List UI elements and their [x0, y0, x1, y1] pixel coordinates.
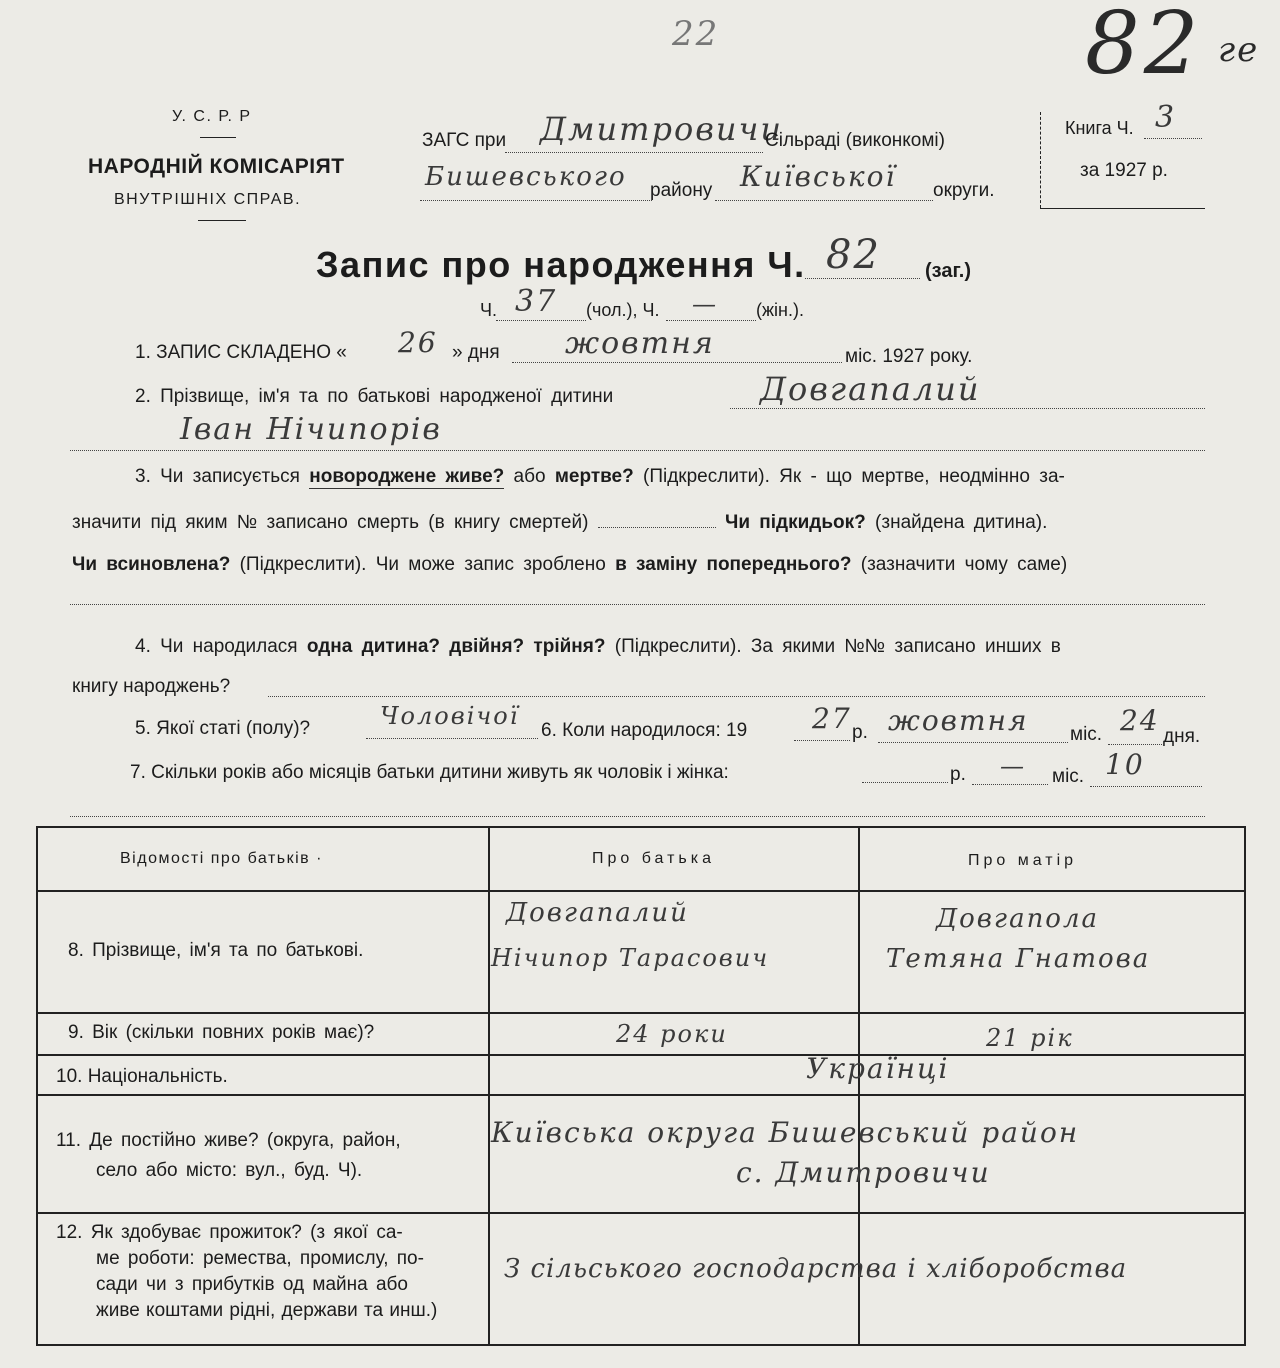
table-header-father: Про батька — [592, 850, 715, 867]
ch-label: Ч. — [480, 300, 497, 320]
item7-mis: міс. — [1052, 766, 1085, 787]
item3-death-line — [598, 527, 716, 528]
item7-years-line — [862, 782, 948, 783]
district-label: району — [650, 180, 713, 201]
item2-name-line — [70, 450, 1205, 451]
item3-live-option: новороджене живе? — [309, 466, 505, 487]
table-right-border — [1244, 826, 1246, 1346]
archive-sheet-number: 82 — [1085, 0, 1203, 94]
row11-label-line2: село або місто: вул., буд. Ч). — [96, 1160, 363, 1181]
item2-label: 2. Прізвище, ім'я та по батькові народженої дитини — [135, 386, 614, 407]
item2-name: Іван Нічипорів — [180, 412, 442, 447]
table-row-divider-2 — [36, 1012, 1246, 1014]
row8-father-name: Нічипор Тарасович — [491, 944, 770, 972]
item1-month-line — [512, 362, 842, 363]
item1-end: міс. 1927 року. — [845, 346, 973, 367]
item6-r: р. — [852, 722, 868, 743]
item3-text-a5: (Підкреслити). Як - що мертве, неодмінно за- — [643, 466, 1065, 487]
republic-label: У. С. Р. Р — [172, 108, 252, 125]
table-row-divider-4 — [36, 1094, 1246, 1096]
record-number-suffix: (заг.) — [925, 260, 972, 282]
row10-label: 10. Національність. — [56, 1066, 228, 1087]
item3-dead-option: мертве? — [554, 466, 634, 487]
item3-answer-line — [70, 604, 1205, 605]
row11-residence-line1: Київська округа Бишевський район — [491, 1116, 1080, 1149]
book-box-left — [1040, 112, 1041, 208]
item4-options: одна дитина? двійня? трійня? — [306, 636, 606, 657]
item7-years-value-line — [972, 784, 1048, 785]
parents-table — [36, 826, 1246, 1346]
table-col-divider-1 — [488, 826, 490, 1346]
table-row-divider-3 — [36, 1054, 1246, 1056]
item4-label-b: книгу народжень? — [72, 676, 231, 697]
item4-text-a1: 4. Чи народилася — [135, 636, 298, 657]
item3-adopted-option: Чи всиновлена? — [72, 554, 231, 575]
item4-answer-line — [268, 696, 1205, 697]
item1-mid: » дня — [452, 342, 500, 363]
item3-foundling-option: Чи підкидьок? — [724, 512, 866, 533]
item1-month: жовтня — [565, 326, 715, 361]
item3-text-a1: 3. Чи записується — [135, 466, 300, 487]
archive-sheet-suffix: ге — [1218, 30, 1260, 70]
item7-years: — — [1000, 752, 1026, 780]
table-row-divider-1 — [36, 890, 1246, 892]
item7-answer-line — [70, 816, 1205, 817]
header-divider-bottom — [198, 220, 246, 221]
row12-label-line1: 12. Як здобуває прожиток? (з якої са- — [56, 1222, 403, 1243]
female-label: (жін.). — [756, 300, 804, 320]
table-header-mother: Про матір — [968, 852, 1078, 869]
item6-month: жовтня — [888, 704, 1029, 737]
item1-label: 1. ЗАПИС СКЛАДЕНО « — [135, 342, 347, 363]
item6-year-line — [794, 740, 850, 741]
item3-text-c4: (зазначити чому саме) — [860, 554, 1068, 575]
item3-row3 — [72, 554, 1067, 576]
item2-surname-line — [730, 408, 1205, 409]
item6-day: 24 — [1120, 704, 1160, 737]
village-suffix: Сільраді (виконкомі) — [765, 130, 945, 151]
row8-label: 8. Прізвище, ім'я та по батькові. — [68, 940, 364, 961]
okruha-label: округи. — [933, 180, 995, 201]
item3-text-c2: (Підкреслити). Чи може запис зроблено — [239, 554, 606, 575]
table-left-border — [36, 826, 38, 1346]
item6-mis: міс. — [1070, 724, 1103, 745]
book-box-bottom — [1040, 208, 1205, 209]
item3-row2 — [72, 512, 1047, 534]
pencil-archive-mark: 22 — [672, 14, 720, 54]
header-divider-top — [200, 137, 236, 138]
okruha-line — [715, 200, 933, 201]
male-label: (чол.), Ч. — [586, 300, 660, 320]
book-number: 3 — [1155, 100, 1177, 135]
item4-row1 — [135, 636, 1061, 658]
item6-dnia: дня. — [1163, 726, 1201, 747]
okruha-name: Київської — [740, 160, 897, 193]
commissariat-title: НАРОДНІЙ КОМІСАРІЯТ — [88, 155, 345, 178]
item7-r: р. — [950, 764, 966, 785]
district-name: Бишевського — [425, 162, 627, 192]
row8-mother-name: Тетяна Гнатова — [886, 944, 1151, 974]
item1-day: 26 — [398, 326, 438, 359]
item3-text-b1: значити під яким № записано смерть (в книгу смертей) — [72, 512, 589, 533]
row12-label-line2: ме роботи: ремества, промислу, по- — [96, 1248, 424, 1269]
female-number: — — [692, 290, 718, 318]
item4-text-a3: (Підкреслити). За якими №№ записано инших в — [614, 636, 1061, 657]
item7-months: 10 — [1105, 748, 1145, 781]
table-row-divider-5 — [36, 1212, 1246, 1214]
item3-row1 — [135, 466, 1065, 488]
document-title: Запис про народження Ч. — [316, 244, 806, 285]
table-bottom-border — [36, 1344, 1246, 1346]
book-year: за 1927 р. — [1080, 160, 1168, 181]
item3-text-a3: або — [513, 466, 546, 487]
commissariat-subtitle: ВНУТРІШНІХ СПРАВ. — [114, 191, 302, 208]
row12-label-line3: сади чи з прибутків од майна або — [96, 1274, 408, 1295]
item6-day-line — [1108, 744, 1162, 745]
village-name: Дмитровичи — [540, 110, 783, 148]
row9-mother-age: 21 рік — [986, 1024, 1074, 1052]
record-number-line — [805, 278, 920, 279]
item5-label: 5. Якої статі (полу)? — [135, 718, 311, 739]
item6-label: 6. Коли народилося: 19 — [541, 720, 748, 741]
record-number: 82 — [826, 232, 881, 278]
item5-sex: Чоловічої — [380, 702, 520, 730]
row8-mother-surname: Довгапола — [936, 904, 1100, 934]
row9-father-age: 24 роки — [616, 1020, 728, 1048]
table-header-info: Відомості про батьків · — [120, 850, 323, 867]
item3-text-b3: (знайдена дитина). — [875, 512, 1048, 533]
row8-father-surname: Довгапалий — [506, 898, 689, 928]
row9-label: 9. Вік (скільки повних років має)? — [68, 1022, 375, 1043]
male-number-line — [496, 320, 586, 321]
female-number-line — [666, 320, 756, 321]
book-label: Книга Ч. — [1065, 118, 1134, 138]
male-number: 37 — [515, 284, 558, 319]
item6-month-line — [878, 742, 1068, 743]
item7-months-line — [1090, 786, 1202, 787]
row11-label-line1: 11. Де постійно живе? (округа, район, — [56, 1130, 401, 1151]
item2-surname: Довгапалий — [760, 370, 981, 408]
zags-prefix: ЗАГС при — [422, 130, 507, 151]
row12-label-line4: живе коштами рідні, держави та инш.) — [96, 1300, 438, 1321]
row12-livelihood: З сільського господарства і хліборобства — [504, 1254, 1128, 1284]
row11-residence-line2: с. Дмитровичи — [736, 1156, 991, 1189]
village-line — [505, 152, 763, 153]
item6-year: 27 — [812, 702, 852, 735]
row10-nationality: Українці — [806, 1052, 950, 1085]
district-line — [420, 200, 652, 201]
item7-label: 7. Скільки років або місяців батьки дитини живуть як чоловік і жінка: — [130, 762, 729, 783]
item3-replacement-option: в заміну попереднього? — [615, 554, 852, 575]
book-number-line — [1144, 138, 1202, 139]
table-top-border — [36, 826, 1246, 828]
item5-line — [366, 738, 538, 739]
